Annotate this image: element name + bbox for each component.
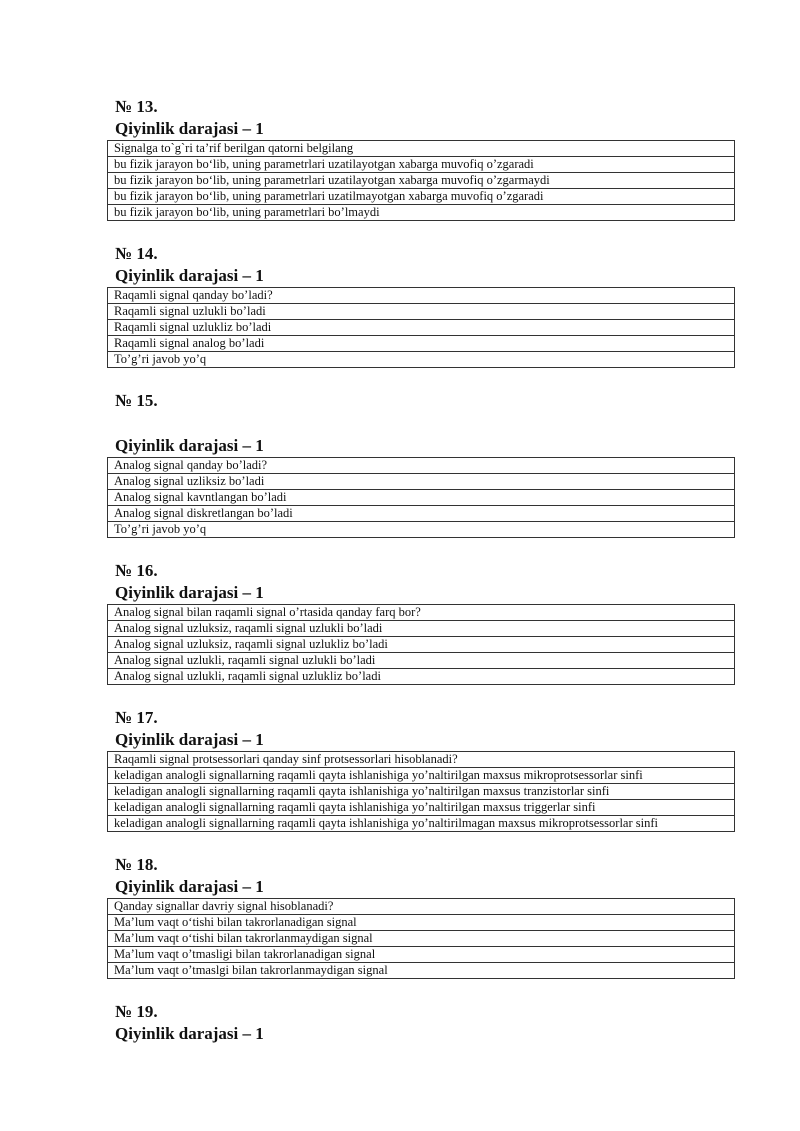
option-row	[108, 474, 735, 490]
question-table	[107, 751, 735, 832]
question-number: № 16.	[115, 561, 158, 580]
option-cell: keladigan analogli signallarning raqamli qayta ishlanishiga yo’naltirilgan maxsus mikroprotsessorlar sinfi	[108, 768, 735, 784]
option-cell: Analog signal uzlukli, raqamli signal uzlukli bo’ladi	[108, 653, 735, 669]
question-number: № 15.	[115, 391, 158, 410]
question-table	[107, 457, 735, 538]
option-row	[108, 669, 735, 685]
option-cell: Raqamli signal analog bo’ladi	[108, 336, 735, 352]
question-18	[107, 854, 735, 979]
prompt-cell: Analog signal bilan raqamli signal o’rtasida qanday farq bor?	[108, 605, 735, 621]
question-table	[107, 898, 735, 979]
question-19	[107, 1001, 735, 1045]
option-cell: bu fizik jarayon bo‘lib, uning parametrlari uzatilayotgan xabarga muvofiq o’zgaradi	[108, 157, 735, 173]
document-page	[107, 96, 735, 1045]
question-number: № 13.	[115, 97, 158, 116]
option-cell: Ma’lum vaqt o’tmasligi bilan takrorlanadigan signal	[108, 947, 735, 963]
question-16	[107, 560, 735, 685]
difficulty-level: Qiyinlik darajasi – 1	[115, 119, 264, 138]
option-row	[108, 352, 735, 368]
difficulty-level: Qiyinlik darajasi – 1	[115, 877, 264, 896]
prompt-row	[108, 899, 735, 915]
option-row	[108, 157, 735, 173]
question-number: № 19.	[115, 1002, 158, 1021]
question-14	[107, 243, 735, 368]
question-number: № 14.	[115, 244, 158, 263]
question-table	[107, 604, 735, 685]
question-15	[107, 390, 735, 538]
difficulty-level: Qiyinlik darajasi – 1	[115, 583, 264, 602]
prompt-row	[108, 458, 735, 474]
difficulty-level: Qiyinlik darajasi – 1	[115, 266, 264, 285]
difficulty-level: Qiyinlik darajasi – 1	[115, 730, 264, 749]
option-cell: Analog signal uzliksiz bo’ladi	[108, 474, 735, 490]
option-row	[108, 522, 735, 538]
option-row	[108, 490, 735, 506]
option-row	[108, 947, 735, 963]
question-table	[107, 287, 735, 368]
prompt-cell: Signalga to`g`ri ta’rif berilgan qatorni belgilang	[108, 141, 735, 157]
option-row	[108, 637, 735, 653]
question-number: № 17.	[115, 708, 158, 727]
question-table	[107, 140, 735, 221]
option-cell: To’g’ri javob yo’q	[108, 522, 735, 538]
option-row	[108, 768, 735, 784]
difficulty-level: Qiyinlik darajasi – 1	[115, 436, 264, 455]
option-row	[108, 963, 735, 979]
question-13	[107, 96, 735, 221]
option-cell: Raqamli signal uzlukli bo’ladi	[108, 304, 735, 320]
option-row	[108, 189, 735, 205]
difficulty-level: Qiyinlik darajasi – 1	[115, 1024, 264, 1043]
option-row	[108, 506, 735, 522]
option-cell: To’g’ri javob yo’q	[108, 352, 735, 368]
prompt-cell: Analog signal qanday bo’ladi?	[108, 458, 735, 474]
option-cell: Ma’lum vaqt o’tmaslgi bilan takrorlanmaydigan signal	[108, 963, 735, 979]
option-cell: Ma’lum vaqt o‘tishi bilan takrorlanadigan signal	[108, 915, 735, 931]
prompt-row	[108, 141, 735, 157]
option-cell: Raqamli signal uzlukliz bo’ladi	[108, 320, 735, 336]
prompt-cell: Raqamli signal qanday bo’ladi?	[108, 288, 735, 304]
option-row	[108, 173, 735, 189]
option-row	[108, 784, 735, 800]
option-cell: keladigan analogli signallarning raqamli qayta ishlanishiga yo’naltirilgan maxsus triggerlar sinfi	[108, 800, 735, 816]
option-row	[108, 915, 735, 931]
option-cell: keladigan analogli signallarning raqamli qayta ishlanishiga yo’naltirilmagan maxsus mikroprotsessorlar sinfi	[108, 816, 735, 832]
option-cell: keladigan analogli signallarning raqamli qayta ishlanishiga yo’naltirilgan maxsus tranzistorlar sinfi	[108, 784, 735, 800]
prompt-row	[108, 288, 735, 304]
prompt-cell: Raqamli signal protsessorlari qanday sinf protsessorlari hisoblanadi?	[108, 752, 735, 768]
option-cell: Analog signal uzluksiz, raqamli signal uzlukli bo’ladi	[108, 621, 735, 637]
option-row	[108, 653, 735, 669]
option-cell: bu fizik jarayon bo‘lib, uning parametrlari uzatilayotgan xabarga muvofiq o’zgarmaydi	[108, 173, 735, 189]
option-cell: Analog signal uzluksiz, raqamli signal uzlukliz bo’ladi	[108, 637, 735, 653]
question-number: № 18.	[115, 855, 158, 874]
prompt-row	[108, 605, 735, 621]
prompt-cell: Qanday signallar davriy signal hisoblanadi?	[108, 899, 735, 915]
option-row	[108, 621, 735, 637]
option-row	[108, 336, 735, 352]
option-cell: Analog signal diskretlangan bo’ladi	[108, 506, 735, 522]
option-row	[108, 304, 735, 320]
option-cell: Analog signal kavntlangan bo’ladi	[108, 490, 735, 506]
option-row	[108, 205, 735, 221]
question-17	[107, 707, 735, 832]
option-row	[108, 931, 735, 947]
option-row	[108, 320, 735, 336]
option-row	[108, 800, 735, 816]
option-cell: Analog signal uzlukli, raqamli signal uzlukliz bo’ladi	[108, 669, 735, 685]
option-cell: bu fizik jarayon bo‘lib, uning parametrlari uzatilmayotgan xabarga muvofiq o’zgaradi	[108, 189, 735, 205]
option-cell: Ma’lum vaqt o‘tishi bilan takrorlanmaydigan signal	[108, 931, 735, 947]
option-cell: bu fizik jarayon bo‘lib, uning parametrlari bo’lmaydi	[108, 205, 735, 221]
prompt-row	[108, 752, 735, 768]
option-row	[108, 816, 735, 832]
